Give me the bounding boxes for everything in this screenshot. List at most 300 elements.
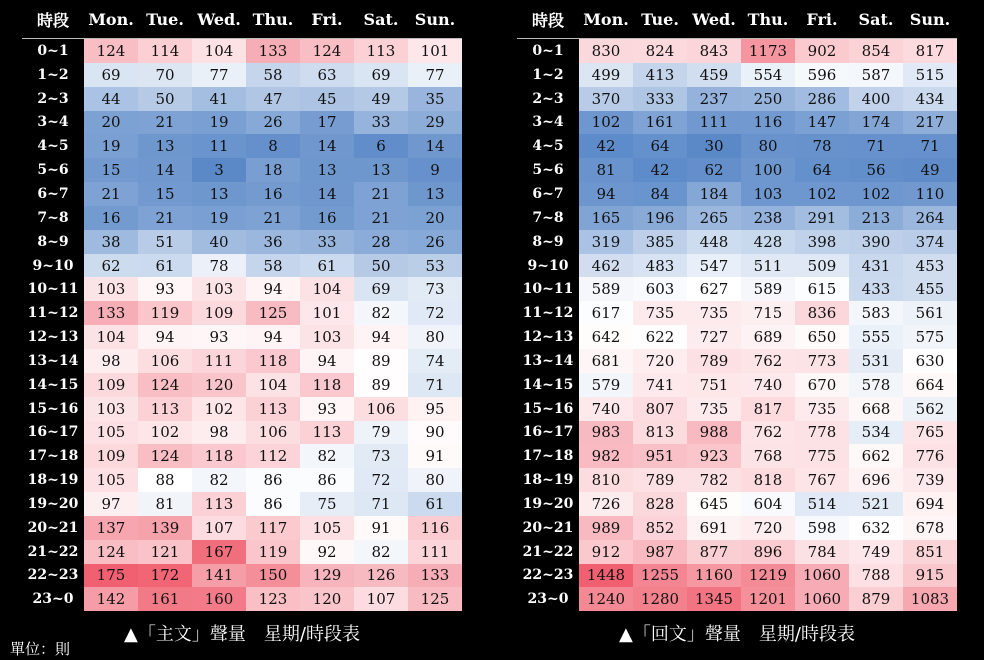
table-row — [22, 468, 462, 492]
row-label: 1~2 — [22, 63, 84, 87]
table-row — [22, 134, 462, 158]
heatmap-cell: 88 — [138, 468, 192, 492]
heatmap-cell: 459 — [687, 63, 741, 87]
heatmap-cell: 104 — [84, 325, 138, 349]
heatmap-cell: 789 — [687, 349, 741, 373]
heatmap-cell: 778 — [795, 421, 849, 445]
heatmap-cell: 124 — [84, 39, 138, 63]
heatmap-cell: 11 — [192, 134, 246, 158]
table-row — [517, 373, 957, 397]
heatmap-cell: 117 — [246, 516, 300, 540]
heatmap-cell: 14 — [408, 134, 462, 158]
heatmap-cell: 13 — [192, 182, 246, 206]
heatmap-cell: 167 — [192, 540, 246, 564]
heatmap-cell: 776 — [903, 444, 957, 468]
table-row — [517, 254, 957, 278]
heatmap-cell: 126 — [354, 564, 408, 588]
table-row — [517, 63, 957, 87]
table-row — [22, 587, 462, 611]
heatmap-cell: 49 — [903, 158, 957, 182]
heatmap-cell: 93 — [138, 277, 192, 301]
column-header: Thu. — [741, 0, 795, 39]
heatmap-cell: 579 — [579, 373, 633, 397]
heatmap-cell: 175 — [84, 564, 138, 588]
table-row — [22, 373, 462, 397]
table-row — [22, 182, 462, 206]
heatmap-cell: 63 — [300, 63, 354, 87]
heatmap-cell: 3 — [192, 158, 246, 182]
heatmap-cell: 775 — [795, 444, 849, 468]
heatmap-cell: 71 — [354, 492, 408, 516]
heatmap-cell: 35 — [408, 87, 462, 111]
heatmap-cell: 28 — [354, 230, 408, 254]
heatmap-cell: 720 — [633, 349, 687, 373]
heatmap-cell: 615 — [795, 277, 849, 301]
heatmap-cell: 265 — [687, 206, 741, 230]
heatmap-cell: 807 — [633, 397, 687, 421]
table-row — [517, 564, 957, 588]
heatmap-cell: 29 — [408, 111, 462, 135]
heatmap-cell: 817 — [903, 39, 957, 63]
heatmap-cell: 105 — [300, 516, 354, 540]
heatmap-cell: 390 — [849, 230, 903, 254]
heatmap-cell: 587 — [849, 63, 903, 87]
heatmap-cell: 58 — [246, 63, 300, 87]
heatmap-cell: 41 — [192, 87, 246, 111]
heatmap-cell: 627 — [687, 277, 741, 301]
heatmap-cell: 42 — [579, 134, 633, 158]
heatmap-cell: 433 — [849, 277, 903, 301]
column-header: Fri. — [300, 0, 354, 39]
heatmap-cell: 617 — [579, 301, 633, 325]
row-label: 19~20 — [22, 492, 84, 516]
heatmap-cell: 818 — [741, 468, 795, 492]
heatmap-cell: 94 — [246, 277, 300, 301]
heatmap-cell: 133 — [408, 564, 462, 588]
heatmap-cell: 79 — [354, 421, 408, 445]
column-header: Fri. — [795, 0, 849, 39]
heatmap-replies — [517, 0, 957, 611]
heatmap-cell: 71 — [903, 134, 957, 158]
heatmap-cell: 120 — [192, 373, 246, 397]
heatmap-cell: 81 — [138, 492, 192, 516]
table-row — [517, 492, 957, 516]
heatmap-cell: 109 — [192, 301, 246, 325]
heatmap-cell: 982 — [579, 444, 633, 468]
heatmap-cell: 119 — [246, 540, 300, 564]
row-label: 3~4 — [517, 111, 579, 135]
heatmap-cell: 1060 — [795, 564, 849, 588]
row-label: 23~0 — [22, 587, 84, 611]
row-label: 21~22 — [517, 540, 579, 564]
heatmap-cell: 879 — [849, 587, 903, 611]
column-header: Wed. — [687, 0, 741, 39]
corner-label: 時段 — [22, 0, 84, 39]
heatmap-cell: 93 — [300, 397, 354, 421]
column-header: Sat. — [354, 0, 408, 39]
column-header: Sun. — [903, 0, 957, 39]
heatmap-cell: 213 — [849, 206, 903, 230]
heatmap-cell: 983 — [579, 421, 633, 445]
heatmap-cell: 670 — [795, 373, 849, 397]
heatmap-cell: 50 — [138, 87, 192, 111]
header-row — [22, 0, 462, 39]
heatmap-cell: 56 — [849, 158, 903, 182]
table-row — [517, 182, 957, 206]
table-row — [517, 587, 957, 611]
table-row — [22, 111, 462, 135]
table-row — [22, 254, 462, 278]
heatmap-cell: 80 — [741, 134, 795, 158]
heatmap-cell: 554 — [741, 63, 795, 87]
row-label: 2~3 — [22, 87, 84, 111]
heatmap-cell: 238 — [741, 206, 795, 230]
heatmap-cell: 71 — [849, 134, 903, 158]
heatmap-cell: 82 — [300, 444, 354, 468]
column-header: Sat. — [849, 0, 903, 39]
heatmap-cell: 583 — [849, 301, 903, 325]
heatmap-cell: 854 — [849, 39, 903, 63]
heatmap-cell: 726 — [579, 492, 633, 516]
heatmap-cell: 53 — [408, 254, 462, 278]
heatmap-cell: 21 — [354, 182, 408, 206]
heatmap-cell: 830 — [579, 39, 633, 63]
heatmap-cell: 50 — [354, 254, 408, 278]
heatmap-cell: 103 — [84, 277, 138, 301]
heatmap-cell: 989 — [579, 516, 633, 540]
heatmap-cell: 129 — [300, 564, 354, 588]
heatmap-cell: 100 — [741, 158, 795, 182]
heatmap-cell: 113 — [246, 397, 300, 421]
heatmap-cell: 30 — [687, 134, 741, 158]
heatmap-cell: 333 — [633, 87, 687, 111]
heatmap-cell: 47 — [246, 87, 300, 111]
heatmap-cell: 817 — [741, 397, 795, 421]
heatmap-cell: 15 — [84, 158, 138, 182]
heatmap-cell: 668 — [849, 397, 903, 421]
heatmap-cell: 1160 — [687, 564, 741, 588]
row-label: 8~9 — [517, 230, 579, 254]
heatmap-cell: 94 — [300, 349, 354, 373]
heatmap-cell: 788 — [849, 564, 903, 588]
table-row — [22, 540, 462, 564]
heatmap-cell: 836 — [795, 301, 849, 325]
heatmap-cell: 21 — [354, 206, 408, 230]
heatmap-cell: 44 — [84, 87, 138, 111]
heatmap-cell: 987 — [633, 540, 687, 564]
heatmap-cell: 19 — [192, 111, 246, 135]
heatmap-cell: 101 — [408, 39, 462, 63]
heatmap-cell: 951 — [633, 444, 687, 468]
heatmap-cell: 21 — [138, 111, 192, 135]
heatmap-cell: 286 — [795, 87, 849, 111]
heatmap-cell: 92 — [300, 540, 354, 564]
heatmap-cell: 86 — [300, 468, 354, 492]
heatmap-cell: 123 — [246, 587, 300, 611]
heatmap-cell: 749 — [849, 540, 903, 564]
heatmap-cell: 400 — [849, 87, 903, 111]
heatmap-cell: 161 — [633, 111, 687, 135]
heatmap-cell: 72 — [354, 468, 408, 492]
heatmap-cell: 33 — [300, 230, 354, 254]
heatmap-cell: 15 — [138, 182, 192, 206]
column-header: Thu. — [246, 0, 300, 39]
heatmap-cell: 511 — [741, 254, 795, 278]
heatmap-cell: 111 — [408, 540, 462, 564]
heatmap-cell: 678 — [903, 516, 957, 540]
row-label: 10~11 — [22, 277, 84, 301]
heatmap-cell: 509 — [795, 254, 849, 278]
row-label: 0~1 — [517, 39, 579, 63]
table-row — [517, 39, 957, 63]
table-row — [22, 206, 462, 230]
row-label: 9~10 — [22, 254, 84, 278]
heatmap-cell: 681 — [579, 349, 633, 373]
heatmap-cell: 13 — [408, 182, 462, 206]
heatmap-cell: 106 — [354, 397, 408, 421]
heatmap-cell: 843 — [687, 39, 741, 63]
table-row — [517, 540, 957, 564]
heatmap-cell: 735 — [795, 397, 849, 421]
heatmap-cell: 113 — [300, 421, 354, 445]
heatmap-cell: 40 — [192, 230, 246, 254]
heatmap-cell: 715 — [741, 301, 795, 325]
table-row — [22, 516, 462, 540]
heatmap-cell: 113 — [354, 39, 408, 63]
heatmap-cell: 531 — [849, 349, 903, 373]
heatmap-cell: 740 — [579, 397, 633, 421]
heatmap-cell: 89 — [354, 373, 408, 397]
column-header: Tue. — [633, 0, 687, 39]
heatmap-cell: 453 — [903, 254, 957, 278]
heatmap-cell: 773 — [795, 349, 849, 373]
heatmap-cell: 650 — [795, 325, 849, 349]
row-label: 11~12 — [517, 301, 579, 325]
table-row — [517, 206, 957, 230]
heatmap-cell: 575 — [903, 325, 957, 349]
heatmap-cell: 13 — [138, 134, 192, 158]
heatmap-cell: 80 — [408, 468, 462, 492]
heatmap-cell: 94 — [354, 325, 408, 349]
heatmap-cell: 448 — [687, 230, 741, 254]
table-row — [517, 87, 957, 111]
heatmap-cell: 16 — [300, 206, 354, 230]
heatmap-cell: 645 — [687, 492, 741, 516]
heatmap-cell: 102 — [795, 182, 849, 206]
heatmap-cell: 110 — [903, 182, 957, 206]
heatmap-cell: 762 — [741, 421, 795, 445]
table-row — [517, 325, 957, 349]
heatmap-cell: 69 — [354, 63, 408, 87]
heatmap-cell: 61 — [138, 254, 192, 278]
heatmap-cell: 398 — [795, 230, 849, 254]
heatmap-cell: 1280 — [633, 587, 687, 611]
heatmap-cell: 264 — [903, 206, 957, 230]
heatmap-cell: 109 — [84, 373, 138, 397]
heatmap-cell: 98 — [84, 349, 138, 373]
heatmap-cell: 21 — [246, 206, 300, 230]
row-label: 17~18 — [22, 444, 84, 468]
heatmap-cell: 13 — [300, 158, 354, 182]
heatmap-cell: 89 — [354, 349, 408, 373]
heatmap-cell: 106 — [246, 421, 300, 445]
heatmap-cell: 95 — [408, 397, 462, 421]
table-row — [22, 444, 462, 468]
heatmap-cell: 1448 — [579, 564, 633, 588]
row-label: 9~10 — [517, 254, 579, 278]
heatmap-cell: 21 — [84, 182, 138, 206]
heatmap-cell: 69 — [354, 277, 408, 301]
row-label: 5~6 — [517, 158, 579, 182]
heatmap-cell: 141 — [192, 564, 246, 588]
row-label: 11~12 — [22, 301, 84, 325]
heatmap-cell: 133 — [84, 301, 138, 325]
table-row — [22, 325, 462, 349]
heatmap-cell: 104 — [300, 277, 354, 301]
row-label: 8~9 — [22, 230, 84, 254]
table-row — [517, 277, 957, 301]
heatmap-cell: 86 — [246, 492, 300, 516]
row-label: 14~15 — [517, 373, 579, 397]
heatmap-cell: 105 — [84, 421, 138, 445]
row-label: 4~5 — [22, 134, 84, 158]
heatmap-cell: 119 — [138, 301, 192, 325]
row-label: 18~19 — [517, 468, 579, 492]
row-label: 6~7 — [517, 182, 579, 206]
heatmap-cell: 82 — [192, 468, 246, 492]
heatmap-cell: 81 — [579, 158, 633, 182]
heatmap-cell: 98 — [192, 421, 246, 445]
row-label: 16~17 — [22, 421, 84, 445]
heatmap-cell: 691 — [687, 516, 741, 540]
heatmap-cell: 16 — [246, 182, 300, 206]
heatmap-cell: 160 — [192, 587, 246, 611]
heatmap-cell: 499 — [579, 63, 633, 87]
table-row — [22, 349, 462, 373]
heatmap-cell: 94 — [246, 325, 300, 349]
heatmap-cell: 694 — [903, 492, 957, 516]
heatmap-cell: 689 — [741, 325, 795, 349]
heatmap-cell: 184 — [687, 182, 741, 206]
heatmap-cell: 515 — [903, 63, 957, 87]
heatmap-cell: 413 — [633, 63, 687, 87]
row-label: 7~8 — [22, 206, 84, 230]
row-label: 12~13 — [22, 325, 84, 349]
heatmap-cell: 165 — [579, 206, 633, 230]
row-label: 22~23 — [22, 564, 84, 588]
column-header: Mon. — [579, 0, 633, 39]
heatmap-cell: 735 — [633, 301, 687, 325]
heatmap-cell: 810 — [579, 468, 633, 492]
row-label: 4~5 — [517, 134, 579, 158]
heatmap-cell: 8 — [246, 134, 300, 158]
heatmap-cell: 103 — [192, 277, 246, 301]
heatmap-cell: 137 — [84, 516, 138, 540]
heatmap-cell: 912 — [579, 540, 633, 564]
heatmap-cell: 1219 — [741, 564, 795, 588]
table-row — [22, 230, 462, 254]
table-row — [517, 301, 957, 325]
heatmap-cell: 824 — [633, 39, 687, 63]
heatmap-cell: 103 — [84, 397, 138, 421]
heatmap-cell: 102 — [579, 111, 633, 135]
table-row — [22, 87, 462, 111]
table-row — [22, 39, 462, 63]
heatmap-cell: 237 — [687, 87, 741, 111]
heatmap-cell: 1345 — [687, 587, 741, 611]
heatmap-cell: 813 — [633, 421, 687, 445]
table-row — [517, 421, 957, 445]
heatmap-cell: 604 — [741, 492, 795, 516]
heatmap-cell: 751 — [687, 373, 741, 397]
heatmap-cell: 91 — [354, 516, 408, 540]
heatmap-cell: 455 — [903, 277, 957, 301]
heatmap-cell: 107 — [192, 516, 246, 540]
heatmap-cell: 42 — [633, 158, 687, 182]
heatmap-cell: 38 — [84, 230, 138, 254]
heatmap-cell: 114 — [138, 39, 192, 63]
heatmap-cell: 319 — [579, 230, 633, 254]
heatmap-cell: 133 — [246, 39, 300, 63]
heatmap-cell: 101 — [300, 301, 354, 325]
heatmap-cell: 78 — [192, 254, 246, 278]
heatmap-cell: 431 — [849, 254, 903, 278]
heatmap-cell: 33 — [354, 111, 408, 135]
heatmap-cell: 428 — [741, 230, 795, 254]
table-row — [517, 134, 957, 158]
row-label: 2~3 — [517, 87, 579, 111]
heatmap-cell: 172 — [138, 564, 192, 588]
heatmap-cell: 784 — [795, 540, 849, 564]
heatmap-cell: 97 — [84, 492, 138, 516]
heatmap-cell: 104 — [192, 39, 246, 63]
table-row — [517, 468, 957, 492]
heatmap-cell: 739 — [903, 468, 957, 492]
row-label: 12~13 — [517, 325, 579, 349]
heatmap-cell: 36 — [246, 230, 300, 254]
heatmap-cell: 767 — [795, 468, 849, 492]
table-row — [22, 63, 462, 87]
heatmap-cell: 14 — [138, 158, 192, 182]
heatmap-cell: 111 — [687, 111, 741, 135]
heatmap-cell: 113 — [138, 397, 192, 421]
heatmap-table — [22, 0, 462, 611]
row-label: 17~18 — [517, 444, 579, 468]
heatmap-cell: 62 — [84, 254, 138, 278]
heatmap-cell: 765 — [903, 421, 957, 445]
table-row — [22, 277, 462, 301]
heatmap-table — [517, 0, 957, 611]
heatmap-cell: 578 — [849, 373, 903, 397]
heatmap-cell: 49 — [354, 87, 408, 111]
heatmap-cell: 69 — [84, 63, 138, 87]
heatmap-cell: 514 — [795, 492, 849, 516]
row-label: 18~19 — [22, 468, 84, 492]
table-row — [22, 492, 462, 516]
heatmap-cell: 632 — [849, 516, 903, 540]
row-label: 7~8 — [517, 206, 579, 230]
row-label: 15~16 — [517, 397, 579, 421]
heatmap-cell: 73 — [354, 444, 408, 468]
heatmap-cell: 94 — [579, 182, 633, 206]
heatmap-cell: 14 — [300, 134, 354, 158]
heatmap-cell: 61 — [300, 254, 354, 278]
heatmap-cell: 113 — [192, 492, 246, 516]
heatmap-cell: 90 — [408, 421, 462, 445]
row-label: 15~16 — [22, 397, 84, 421]
heatmap-cell: 124 — [138, 444, 192, 468]
table-row — [517, 444, 957, 468]
